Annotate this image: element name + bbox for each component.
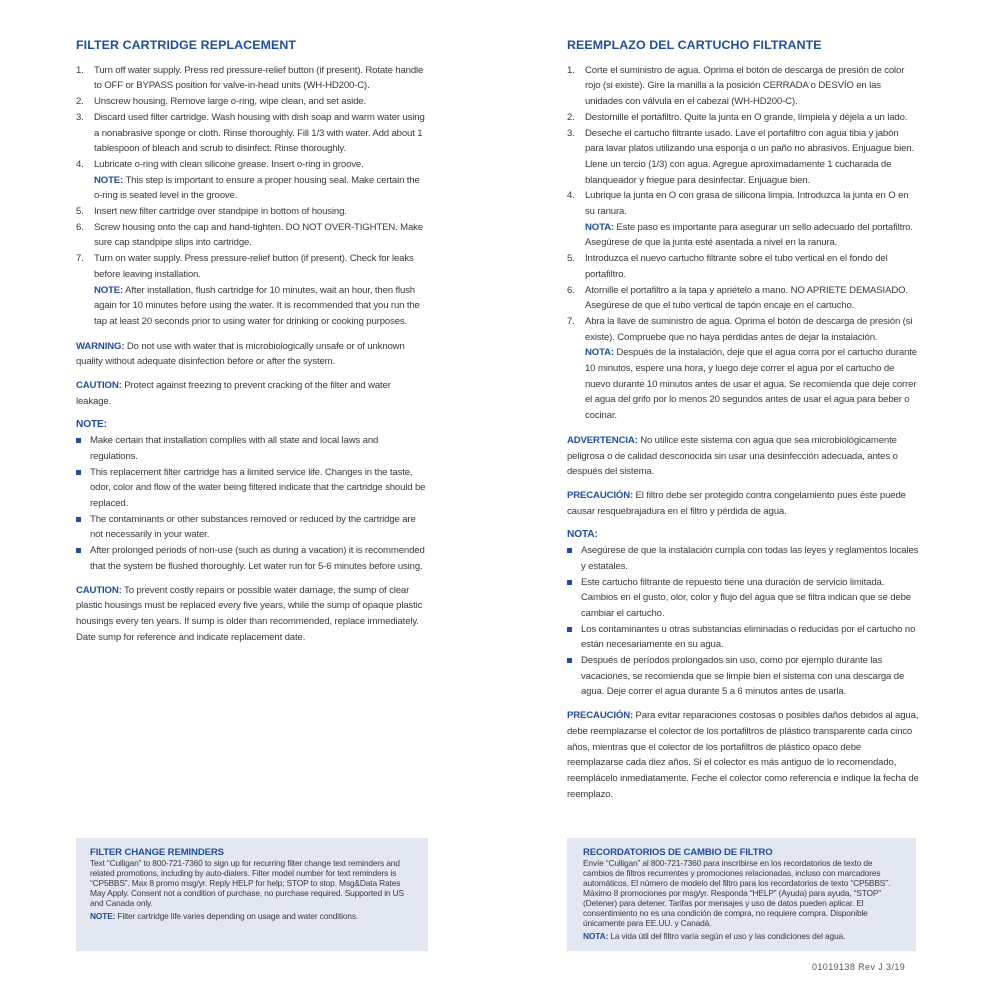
step-item: 7. Abra la llave de suministro de agua. Oprima el botón de descarga de presión (si existe). Compruebe que no haya pérdidas antes de dejar la instalación. NOTA: Después de la instalación, deje que el agua corra por el cartucho durante 10 minutos, espere una hora, y luego deje correr el agua por el cartucho de nuevo durante 10 minutos antes de usar el agua. Se recomienda que deje correr el agua del grifo por lo menos 20 segundos antes de usar el agua para beber o cocinar.: [567, 315, 917, 422]
step-item: 3. Deseche el cartucho filtrante usado. Lave el portafiltro con agua tibia y jabón para lavar platos utilizando una esponja o un paño no abrasivos. Enjuague bien. Llene un tercio (1/3) con agua. Agregue aproximadamente 1 cucharada de blanqueador y friegue para desinfectar. Enjuague bien.: [567, 127, 914, 186]
reminder-body: Envíe “Culligan” al 800-721-7360 para inscribirse en los recordatorios de texto de cambios de filtros recurrentes y promociones relacionadas, incluso con marcadores automáticos. El número de modelo del filtro para los recordatorios de texto “CP5BBS”. Máximo 8 promociones por msg/yr. Responda “HELP” (Ayuda) para ayuda, “STOP” (Detener) para detener. Tarifas por mensajes y uso de datos pueden aplicar. El consentimiento no es una condición de compra, no requiere compra. Disponible únicamente para EE.UU. y Canadá.: [583, 858, 891, 928]
spanish-instructions: [567, 38, 919, 802]
bullet-square-icon: [567, 580, 572, 585]
step-item: 2. Destornille el portafiltro. Quite la junta en O grande, límpiela y déjela a un lado.: [567, 111, 908, 123]
note-bullet: The contaminants or other substances removed or reduced by the cartridge are not necessarily in your water.: [76, 512, 426, 543]
step-item: 6. Screw housing onto the cap and hand-tighten. DO NOT OVER-TIGHTEN. Make sure cap standpipe slips into cartridge.: [76, 221, 423, 249]
english-notes-list: [76, 433, 426, 574]
spanish-steps: [567, 63, 919, 424]
filter-change-reminders-box: [76, 838, 428, 951]
reminder-body: Text “Culligan” to 800-721-7360 to sign up for recurring filter change text reminders and related promotions, including by auto-dialers. Filter model number for text reminders is “CP5BBS”. Max 8 promo msg/yr. Reply HELP for help; STOP to stop. Msg&Data Rates May Apply. Consent not a condition of purchase, no purchase required. Supported in US and Canada only.: [90, 858, 404, 908]
recordatorios-box: [567, 838, 916, 951]
note-bullet: This replacement filter cartridge has a limited service life. Changes in the taste, odor, color and flow of the water being filtered indicate that the cartridge should be replaced.: [76, 465, 426, 512]
english-steps: [76, 63, 426, 330]
step-item: 4. Lubricate o-ring with clean silicone grease. Insert o-ring in groove. NOTE: This step is important to ensure a proper housing seal. Make certain the o-ring is seated level in the groove.: [76, 158, 420, 202]
bullet-square-icon: [567, 548, 572, 553]
note-label: NOTA:: [585, 347, 614, 359]
step-item: 2. Unscrew housing. Remove large o-ring, wipe clean, and set aside.: [76, 96, 366, 108]
note-heading: NOTE:: [76, 419, 107, 431]
step-item: 5. Introduzca el nuevo cartucho filtrante sobre el tubo vertical en el fondo del portafiltro.: [567, 253, 888, 280]
bullet-square-icon: [76, 548, 81, 553]
bullet-square-icon: [567, 658, 572, 663]
step-item: 4. Lubrique la junta en O con grasa de silicona limpia. Introduzca la junta en O en su ranura. NOTA: Este paso es importante para asegurar un sello adecuado del portafiltro. Asegúrese de que la junta esté asentada a nivel en la ranura.: [567, 190, 913, 249]
reminder-note: NOTE: Filter cartridge life varies depending on usage and water conditions.: [90, 911, 359, 921]
note-bullet: After prolonged periods of non-use (such as during a vacation) it is recommended that the system be flushed thoroughly. Let water run for 5-6 minutes before using.: [76, 543, 426, 574]
reminder-title: RECORDATORIOS DE CAMBIO DE FILTRO: [583, 847, 773, 858]
warning-paragraph: WARNING: Do not use with water that is microbiologically unsafe or of unknown quality without adequate disinfection before or after the system.: [76, 340, 405, 368]
warning-paragraph: ADVERTENCIA: No utilice este sistema con agua que sea microbiológicamente peligrosa o de calidad desconocida sin usar una desinfección adecuada, antes o después del sistema.: [567, 434, 898, 478]
note-bullet: Los contaminantes u otras substancias eliminadas o reducidas por el cartucho no están necesariamente en su agua.: [567, 622, 919, 653]
caution-paragraph: CAUTION: To prevent costly repairs or possible water damage, the sump of clear plastic housings must be replaced every five years, while the sump of opaque plastic housings every ten years. If sump is older than recommended, replace immediately. Date sump for reference and indicate replacement date.: [76, 584, 423, 643]
english-title: FILTER CARTRIDGE REPLACEMENT: [76, 38, 297, 52]
english-instructions: [76, 38, 426, 645]
step-item: 1. Turn off water supply. Press red pressure-relief button (if present). Rotate handle to OFF or BYPASS position for valve-in-head units (WH-HD200-C).: [76, 64, 424, 92]
spanish-notes-list: [567, 543, 919, 700]
reminder-title: FILTER CHANGE REMINDERS: [90, 847, 224, 858]
step-item: 5. Insert new filter cartridge over standpipe in bottom of housing.: [76, 206, 347, 218]
note-label: NOTE:: [94, 284, 124, 296]
step-item: 3. Discard used filter cartridge. Wash housing with dish soap and warm water using a nonabrasive sponge or cloth. Rinse thoroughly. Fill 1/3 with water. Add about 1 tablespoon of bleach and scrub to disinfect. Rinse thoroughly.: [76, 111, 425, 155]
note-bullet: Después de períodos prolongados sin uso, como por ejemplo durante las vacaciones, se recomienda que se limpie bien el sistema con una descarga de agua. Deje correr el agua durante 5 a 6 minutos antes de usarla.: [567, 653, 919, 700]
note-heading: NOTA:: [567, 529, 598, 541]
bullet-square-icon: [567, 627, 572, 632]
caution-paragraph: PRECAUCIÓN: El filtro debe ser protegido contra congelamiento pues éste puede causar resquebrajadura en el filtro y pérdida de agua.: [567, 489, 906, 517]
note-label: NOTA:: [585, 221, 614, 233]
bullet-square-icon: [76, 470, 81, 475]
step-item: 7. Turn on water supply. Press pressure-relief button (if present). Check for leaks before leaving installation. NOTE: After installation, flush cartridge for 10 minutes, wait an hour, then flush again for 10 minutes before using the water. It is recommended that you run the tap at least 20 seconds prior to using water for drinking or cooking purposes.: [76, 253, 420, 327]
note-bullet: Este cartucho filtrante de repuesto tiene una duración de servicio limitada. Cambios en el gusto, olor, color y flujo del agua que se filtra indican que se debe cambiar el cartucho.: [567, 575, 919, 622]
step-item: 6. Atornille el portafiltro a la tapa y apriételo a mano. NO APRIETE DEMASIADO. Asegúrese de que el tubo vertical de tapón encaje en el cartucho.: [567, 284, 908, 312]
note-bullet: Make certain that installation complies with all state and local laws and regulations.: [76, 433, 426, 464]
caution-paragraph: PRECAUCIÓN: Para evitar reparaciones costosas o posibles daños debidos al agua, debe reemplazarse el colector de los portafiltros de plástico transparente cada cinco años, mientras que el colector de los portafiltros de plástico opaco debe reemplazarse cada diez años. Si el colector es más antiguo de lo recomendado, reemplácelo inmediatamente. Feche el colector como referencia e indique la fecha de reemplazo.: [567, 710, 919, 800]
note-bullet: Asegúrese de que la instalación cumpla con todas las leyes y reglamentos locales y estatales.: [567, 543, 919, 574]
bullet-square-icon: [76, 517, 81, 522]
note-label: NOTE:: [94, 174, 124, 186]
spanish-title: REEMPLAZO DEL CARTUCHO FILTRANTE: [567, 38, 822, 52]
caution-paragraph: CAUTION: Protect against freezing to prevent cracking of the filter and water leakage.: [76, 380, 391, 407]
document-revision-code: 01019138 Rev J 3/19: [812, 962, 906, 972]
bullet-square-icon: [76, 438, 81, 443]
step-item: 1. Corte el suministro de agua. Oprima el botón de descarga de presión de color rojo (si existe). Gire la manilla a la posición CERRADA o DESVÍO en las unidades con válvula en el cabezal (WH-HD200-C).: [567, 64, 905, 108]
reminder-note: NOTA: La vida útil del filtro varía según el uso y las condiciones del agua.: [583, 931, 846, 941]
